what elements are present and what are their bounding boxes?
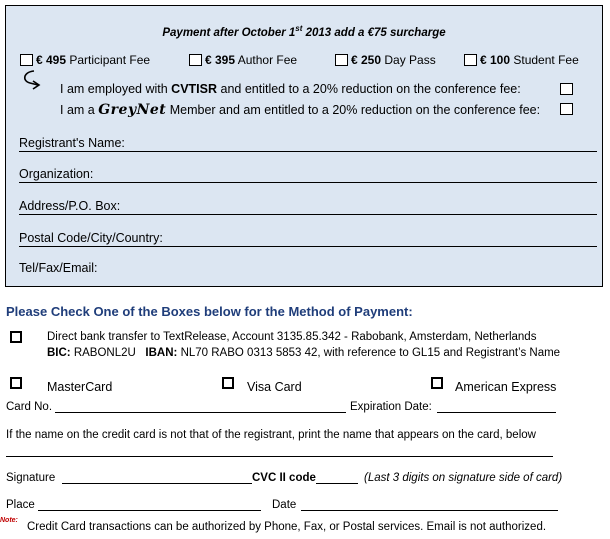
contact-field[interactable]: Tel/Fax/Email:	[19, 261, 98, 275]
address-field[interactable]: Address/P.O. Box:	[19, 199, 597, 215]
fee-option-day-pass[interactable]: € 250 Day Pass	[335, 53, 436, 67]
cvc-hint: (Last 3 digits on signature side of card)	[364, 472, 563, 484]
place-label: Place	[6, 499, 35, 511]
fee-checkbox[interactable]	[20, 54, 33, 66]
amex-label: American Express	[455, 380, 557, 394]
surcharge-notice: Payment after October 1st 2013 add a €75 surcharge	[162, 24, 446, 39]
fee-option-student[interactable]: € 100 Student Fee	[464, 53, 579, 67]
visa-label: Visa Card	[247, 380, 302, 394]
cvc-label: CVC II code	[252, 472, 316, 484]
curved-arrow-icon	[20, 68, 46, 94]
authorization-note: Credit Card transactions can be authorized by Phone, Fax, or Postal services. Email is not authorized.	[27, 521, 547, 533]
registration-panel	[5, 5, 603, 287]
fee-checkbox[interactable]	[464, 54, 477, 66]
greynet-reduction: I am a GreyNet Member and am entitled to a 20% reduction on the conference fee:	[60, 102, 541, 118]
date-input[interactable]	[301, 510, 558, 511]
signature-label: Signature	[6, 472, 56, 484]
cvtisr-reduction-checkbox[interactable]	[560, 83, 573, 95]
place-input[interactable]	[38, 510, 261, 511]
fee-checkbox[interactable]	[189, 54, 202, 66]
greynet-logo: GreyNet	[98, 102, 167, 118]
cvtisr-reduction: I am employed with CVTISR and entitled to a 20% reduction on the conference fee:	[60, 82, 521, 96]
bank-transfer-checkbox[interactable]	[10, 331, 22, 343]
expiration-input[interactable]	[437, 412, 556, 413]
bank-details-line: BIC: RABONL2U IBAN: NL70 RABO 0313 5853 42, with reference to GL15 and Registrant’s Name	[47, 347, 561, 359]
fee-option-author[interactable]: € 395 Author Fee	[189, 53, 297, 67]
amex-checkbox[interactable]	[431, 377, 443, 389]
card-number-label: Card No.	[6, 401, 53, 413]
cardholder-notice: If the name on the credit card is not that of the registrant, print the name that appears on the card, below	[6, 429, 536, 441]
visa-checkbox[interactable]	[222, 377, 234, 389]
greynet-reduction-checkbox[interactable]	[560, 103, 573, 115]
organization-field[interactable]: Organization:	[19, 167, 597, 183]
cardholder-name-input[interactable]	[6, 456, 553, 457]
date-label: Date	[272, 499, 297, 511]
payment-heading: Please Check One of the Boxes below for the Method of Payment:	[6, 304, 413, 319]
expiration-label: Expiration Date:	[350, 401, 432, 413]
bank-transfer-line: Direct bank transfer to TextRelease, Account 3135.85.342 - Rabobank, Amsterdam, Netherlands	[47, 331, 537, 343]
signature-input[interactable]	[62, 483, 252, 484]
postal-code-field[interactable]: Postal Code/City/Country:	[19, 231, 597, 247]
fee-option-participant[interactable]: € 495 Participant Fee	[20, 53, 150, 67]
registrant-name-field[interactable]: Registrant's Name:	[19, 136, 597, 152]
card-number-input[interactable]	[55, 412, 346, 413]
mastercard-label: MasterCard	[47, 380, 113, 394]
mastercard-checkbox[interactable]	[10, 377, 22, 389]
note-label: Note:	[0, 517, 18, 524]
fee-checkbox[interactable]	[335, 54, 348, 66]
cvc-input[interactable]	[316, 483, 358, 484]
